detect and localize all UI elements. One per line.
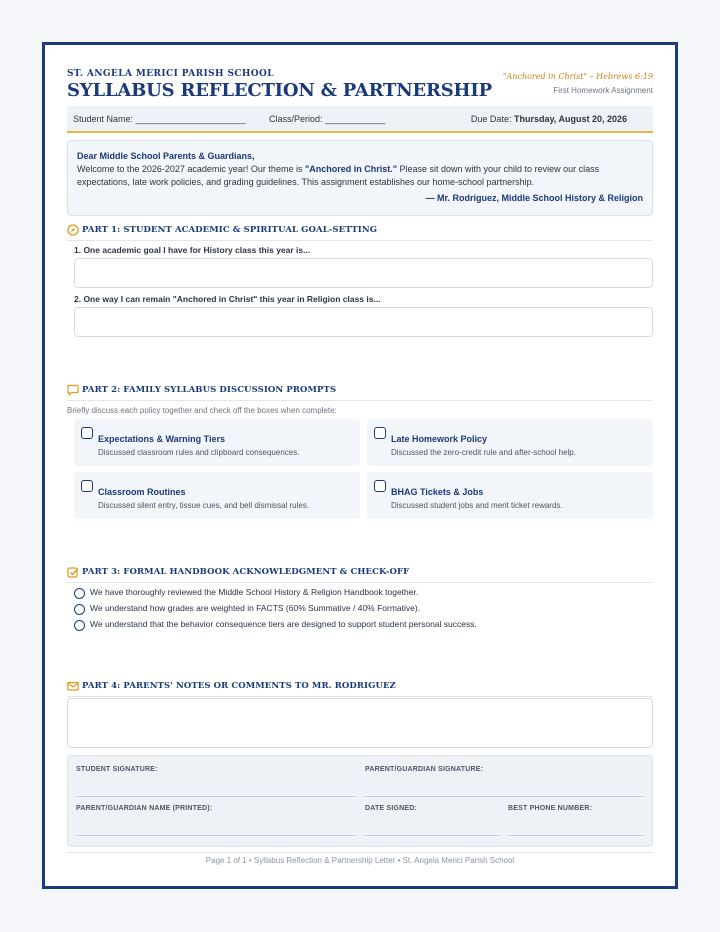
letter-body-part1: Welcome to the 2026-2027 academic year! Our theme is (77, 164, 305, 174)
info-bar (67, 106, 653, 133)
part2-instructions: Briefly discuss each policy together and check off the boxes when complete: (67, 406, 337, 415)
due-date (471, 114, 627, 124)
acknowledgment-text: We understand how grades are weighted in FACTS (60% Summative / 40% Formative). (90, 603, 421, 613)
discussion-card[interactable] (74, 472, 360, 519)
student-signature-label: STUDENT SIGNATURE: (76, 766, 158, 773)
page-title: SYLLABUS REFLECTION & PARTNERSHIP (67, 80, 492, 101)
discussion-card[interactable] (367, 472, 653, 519)
school-name: ST. ANGELA MERICI PARISH SCHOOL (67, 69, 275, 79)
part1-header (67, 223, 653, 241)
letter-body (77, 163, 643, 189)
assignment-subtitle: First Homework Assignment (553, 86, 653, 95)
chat-icon (67, 384, 79, 396)
mail-icon (67, 680, 79, 692)
part2-header (67, 383, 653, 401)
parent-notes-field[interactable] (67, 698, 653, 748)
document-page (42, 42, 678, 889)
parent-signature-line[interactable] (365, 796, 643, 797)
acknowledgment-checkbox[interactable] (74, 604, 85, 615)
page-footer: Page 1 of 1 • Syllabus Reflection & Partnership Letter • St. Angela Merici Parish School (67, 852, 653, 865)
part3-header (67, 565, 653, 583)
student-signature-line[interactable] (76, 796, 356, 797)
discussion-checkbox[interactable] (81, 480, 93, 492)
discussion-checkbox[interactable] (374, 427, 386, 439)
parent-signature-label: PARENT/GUARDIAN SIGNATURE: (365, 766, 484, 773)
parent-name-label: PARENT/GUARDIAN NAME (PRINTED): (76, 805, 213, 812)
card-description: Discussed the zero-credit rule and after-school help. (391, 448, 576, 457)
letter-greeting: Dear Middle School Parents & Guardians, (77, 151, 255, 161)
card-title: BHAG Tickets & Jobs (391, 487, 484, 497)
discussion-card[interactable] (74, 419, 360, 466)
date-signed-label: DATE SIGNED: (365, 805, 418, 812)
checklist-icon (67, 566, 79, 578)
acknowledgment-checkbox[interactable] (74, 620, 85, 631)
goal-answer-2[interactable] (74, 307, 653, 337)
acknowledgment-text: We have thoroughly reviewed the Middle School History & Religion Handbook together. (90, 587, 419, 597)
phone-line[interactable] (508, 835, 643, 836)
compass-icon (67, 224, 79, 236)
goal-question-1: 1. One academic goal I have for History class this year is... (74, 245, 311, 255)
student-name-field[interactable]: Student Name: ______________________ (73, 114, 246, 124)
discussion-checkbox[interactable] (81, 427, 93, 439)
goal-answer-1[interactable] (74, 258, 653, 288)
card-title: Classroom Routines (98, 487, 186, 497)
discussion-card[interactable] (367, 419, 653, 466)
card-title: Late Homework Policy (391, 434, 488, 444)
part3-heading: PART 3: FORMAL HANDBOOK ACKNOWLEDGMENT & CHECK-OFF (82, 567, 410, 577)
discussion-checkbox[interactable] (374, 480, 386, 492)
card-description: Discussed silent entry, tissue cues, and bell dismissal rules. (98, 501, 310, 510)
date-signed-line[interactable] (365, 835, 500, 836)
part2-heading: PART 2: FAMILY SYLLABUS DISCUSSION PROMPTS (82, 385, 337, 395)
acknowledgment-text: We understand that the behavior consequence tiers are designed to support student personal success. (90, 619, 477, 629)
goal-question-2: 2. One way I can remain "Anchored in Christ" this year in Religion class is... (74, 294, 381, 304)
letter-body-part2: Please sit down with your child to review our class expectations, late work policies, and grading guidelines. This assignment establishes our home-school partnership. (77, 164, 600, 187)
letter-theme: "Anchored in Christ." (304, 164, 397, 174)
motto: "Anchored in Christ" – Hebrews 6:19 (502, 72, 653, 81)
acknowledgment-checkbox[interactable] (74, 588, 85, 599)
card-description: Discussed classroom rules and clipboard consequences. (98, 448, 300, 457)
card-title: Expectations & Warning Tiers (98, 434, 226, 444)
part4-header (67, 679, 653, 697)
letter-signoff: — Mr. Rodriguez, Middle School History & Religion (425, 193, 643, 203)
due-date-label: Due Date: (470, 114, 514, 124)
welcome-letter (67, 140, 653, 216)
part1-heading: PART 1: STUDENT ACADEMIC & SPIRITUAL GOAL-SETTING (82, 225, 378, 235)
parent-name-line[interactable] (76, 835, 356, 836)
part4-heading: PART 4: PARENTS' NOTES OR COMMENTS TO MR. RODRIGUEZ (82, 681, 396, 691)
phone-label: BEST PHONE NUMBER: (508, 805, 593, 812)
card-description: Discussed student jobs and merit ticket rewards. (391, 501, 563, 510)
due-date-value: Thursday, August 20, 2026 (513, 114, 627, 124)
signature-section (67, 755, 653, 847)
class-period-field[interactable]: Class/Period: ____________ (269, 114, 386, 124)
